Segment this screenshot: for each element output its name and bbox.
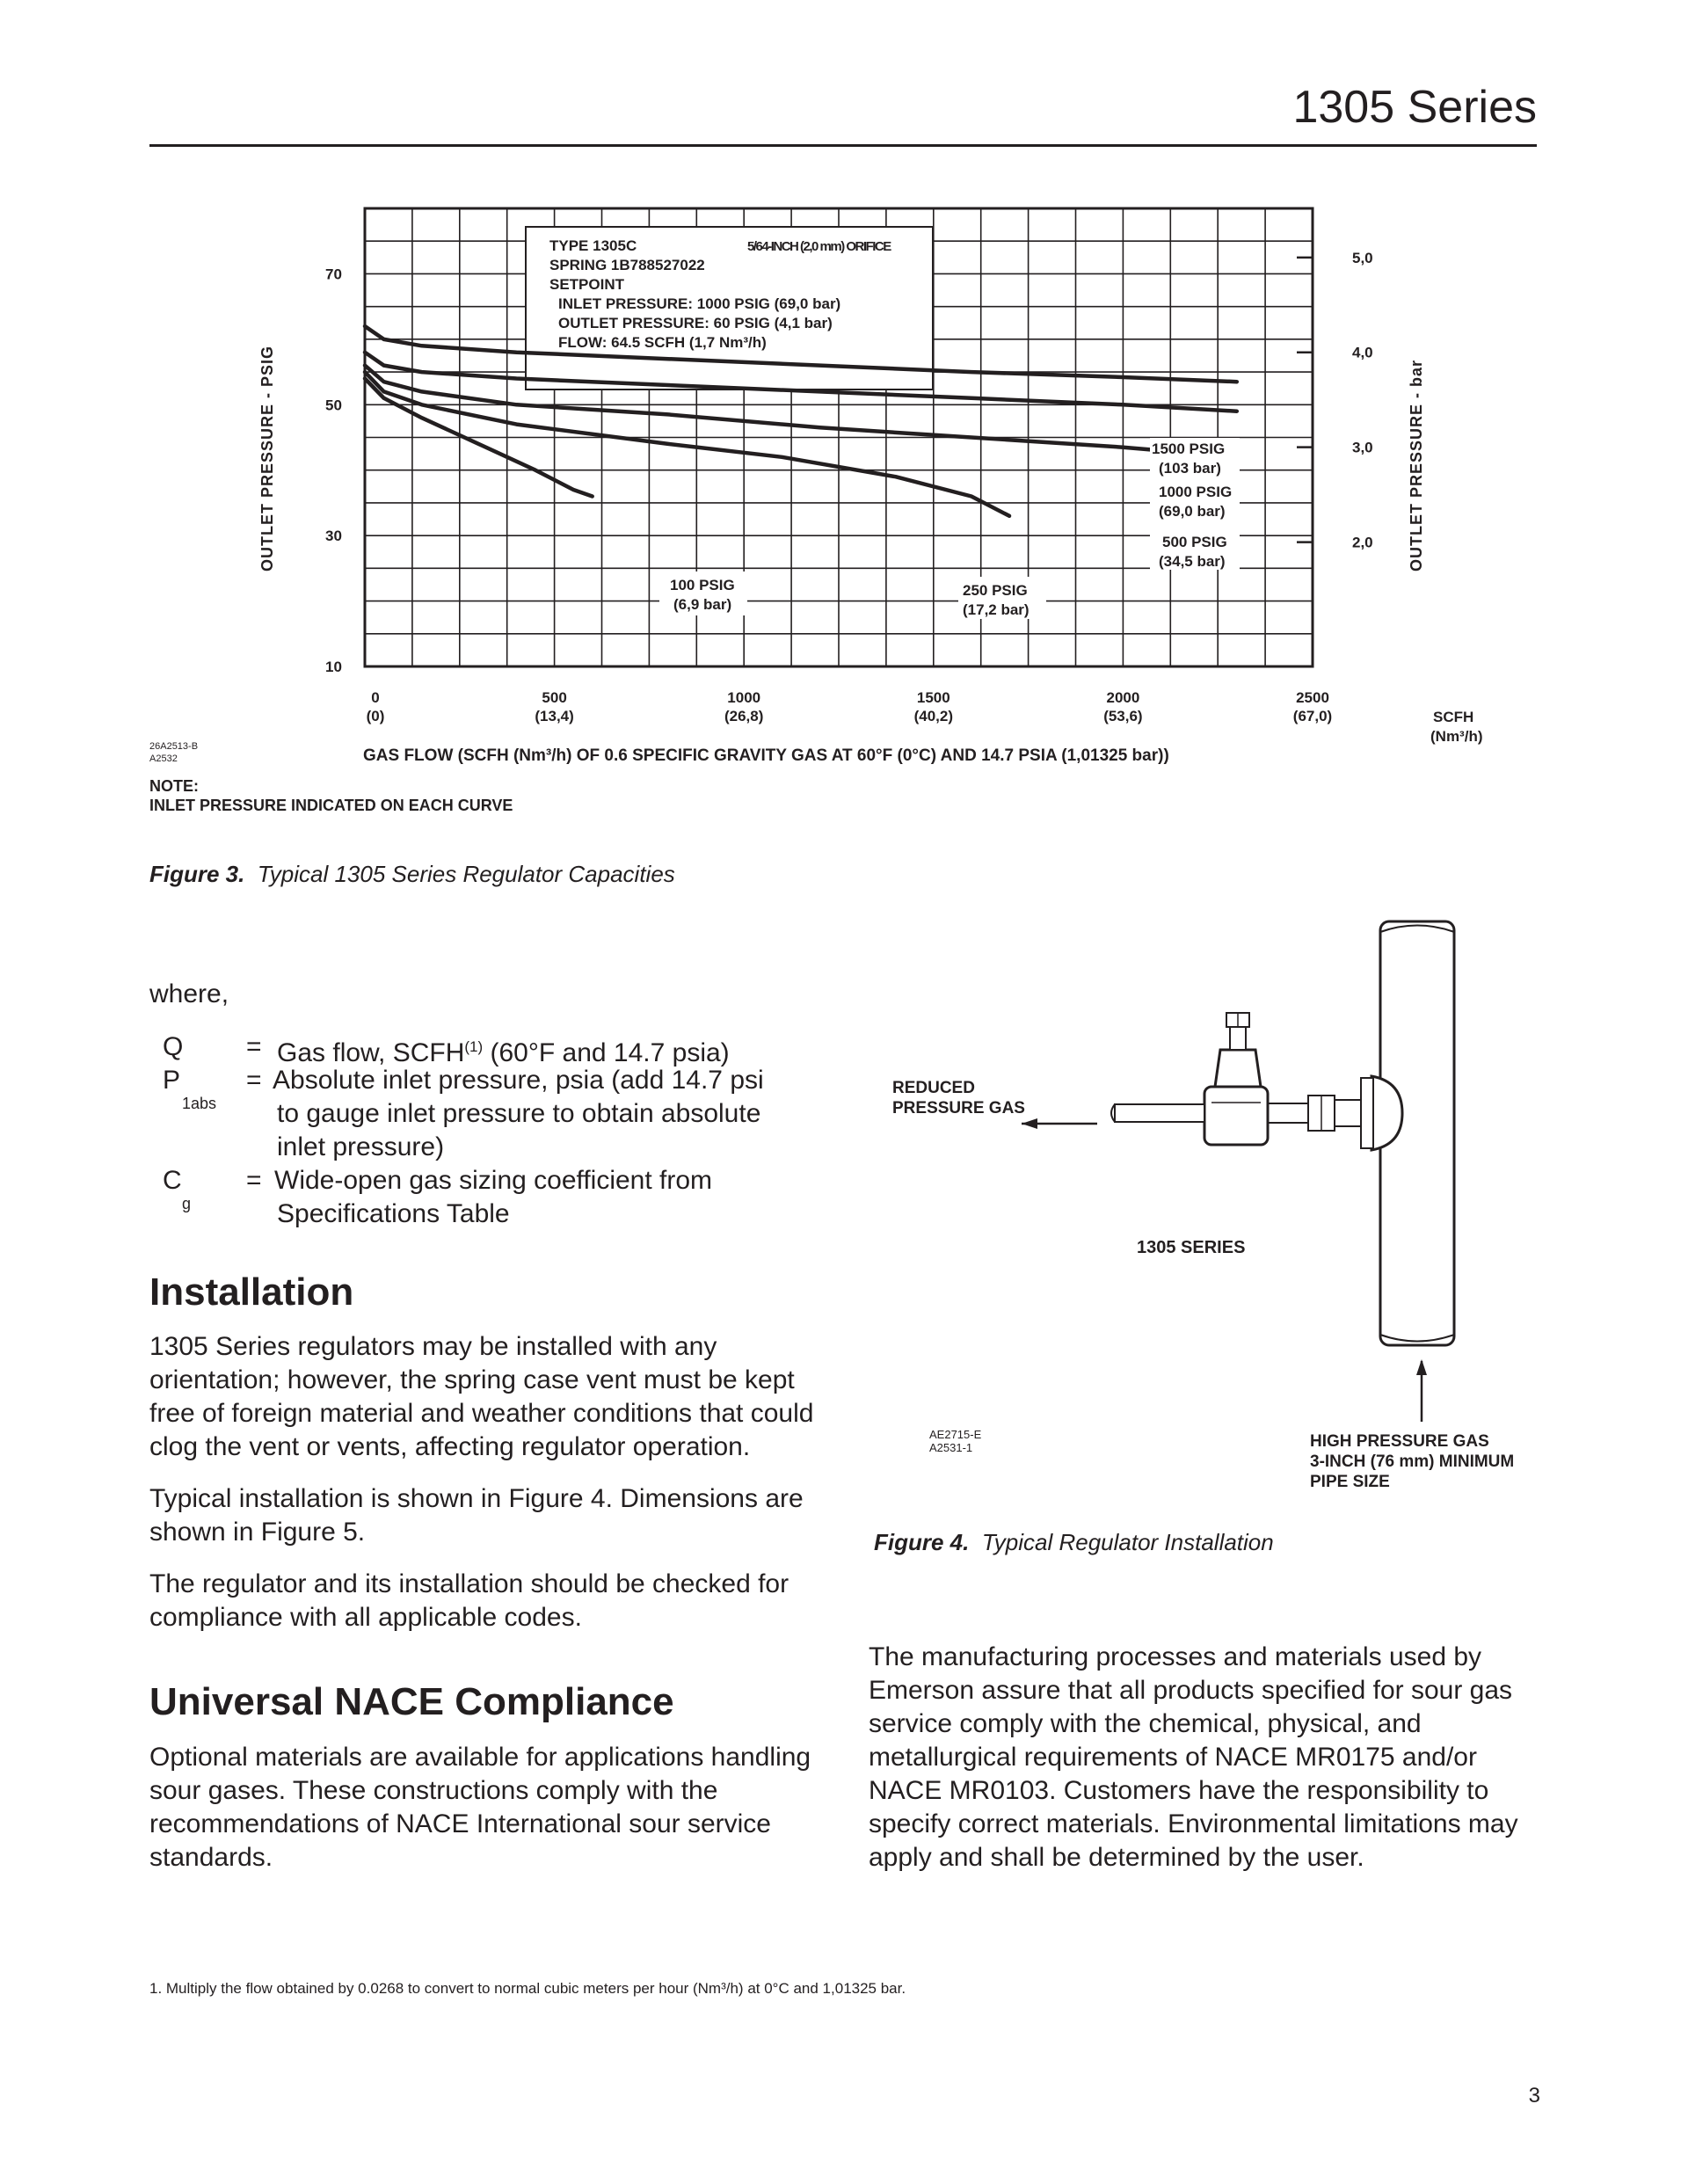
label-69b-bar: (6,9 bar) xyxy=(673,596,732,613)
y-tick-label: 10 xyxy=(325,659,342,675)
orifice-label: 5/64-INCH (2,0 mm) ORIFICE xyxy=(747,239,891,254)
installation-paragraph-1: 1305 Series regulators may be installed with any orientation; however, the spring case vent must be kept free of foreign material and weather conditions that could clog the vent or vents, affecting regulator operation. xyxy=(149,1332,814,1461)
installation-paragraph-3: The regulator and its installation should be checked for compliance with all applicable codes. xyxy=(149,1569,789,1632)
x-tick-label: 500 xyxy=(542,689,567,706)
right-axis-ticks xyxy=(1297,258,1313,542)
high-pressure-label-3: PIPE SIZE xyxy=(1310,1473,1390,1491)
y-tick-label: 30 xyxy=(325,528,342,545)
series-title: 1305 Series xyxy=(1292,82,1537,133)
drawing-id-1: 26A2513-B xyxy=(149,741,199,752)
figure4-caption-text: Typical Regulator Installation xyxy=(981,1529,1274,1555)
y-tick-label-right: 2,0 xyxy=(1352,534,1373,551)
note-title: NOTE: xyxy=(149,777,199,795)
high-pressure-label-1: HIGH PRESSURE GAS xyxy=(1310,1432,1489,1451)
y-tick-label: 50 xyxy=(325,397,342,414)
info-line-inlet: INLET PRESSURE: 1000 PSIG (69,0 bar) xyxy=(558,295,841,312)
reduced-flow-arrowhead xyxy=(1022,1118,1037,1129)
definition-q: Gas flow, SCFH$^{(1)}$ (60°F and 14.7 psia) xyxy=(277,1038,730,1067)
regulator-body xyxy=(1204,1087,1268,1145)
x-tick-label: 1500 xyxy=(916,689,950,706)
high-pressure-arrowhead xyxy=(1416,1359,1427,1375)
drawing-id-2: A2532 xyxy=(149,753,178,764)
x-tick-label: 1000 xyxy=(727,689,761,706)
definition-c-line1: Wide-open gas sizing coefficient from xyxy=(274,1166,713,1195)
nace-paragraph-left: Optional materials are available for applications handling sour gases. These constructions comply with the recommendations of NACE International sour service standards. xyxy=(149,1743,811,1872)
definition-p-line3: inlet pressure) xyxy=(277,1132,445,1161)
x-tick-sublabel: (40,2) xyxy=(913,708,954,724)
label-250-psig: 250 PSIG xyxy=(963,582,1028,599)
fig4-drawing-id-1: AE2715-E xyxy=(929,1428,982,1441)
where-text: where, xyxy=(149,979,229,1008)
equals-q: = xyxy=(246,1032,262,1061)
outlet-pipe xyxy=(1115,1104,1204,1122)
label-345-bar: (34,5 bar) xyxy=(1159,553,1226,570)
x-tick-label: 2000 xyxy=(1106,689,1140,706)
info-line-outlet: OUTLET PRESSURE: 60 PSIG (4,1 bar) xyxy=(558,315,833,331)
x-unit-scfh: SCFH xyxy=(1433,709,1474,725)
definition-p-line1: Absolute inlet pressure, psia (add 14.7 psi xyxy=(273,1066,764,1095)
high-pressure-label-2: 3-INCH (76 mm) MINIMUM xyxy=(1310,1452,1515,1471)
figure4-caption-number: Figure 4. xyxy=(874,1529,970,1555)
reduced-label-2: PRESSURE GAS xyxy=(892,1099,1025,1117)
figure3-caption-text: Typical 1305 Series Regulator Capacities xyxy=(257,861,675,887)
y-tick-label: 70 xyxy=(325,266,342,283)
symbol-c-sub: g xyxy=(182,1195,192,1212)
y-tick-label-right: 4,0 xyxy=(1352,344,1373,361)
definition-p-line2: to gauge inlet pressure to obtain absolute xyxy=(277,1099,761,1128)
symbol-q: Q xyxy=(163,1032,184,1061)
x-tick-sublabel: (67,0) xyxy=(1292,708,1333,724)
nace-heading: Universal NACE Compliance xyxy=(149,1680,674,1723)
info-line-spring: SPRING 1B788527022 xyxy=(549,257,705,273)
label-69-bar: (69,0 bar) xyxy=(1159,503,1226,520)
x-tick-sublabel: (13,4) xyxy=(535,708,574,724)
definition-c-line2: Specifications Table xyxy=(277,1199,510,1228)
label-172-bar: (17,2 bar) xyxy=(963,601,1030,618)
fig4-drawing-id-2: A2531-1 xyxy=(929,1441,973,1454)
info-line-type: TYPE 1305C xyxy=(549,237,637,254)
symbol-c: C xyxy=(163,1166,182,1195)
x-tick-sublabel: (0) xyxy=(366,708,385,724)
footnote: 1. Multiply the flow obtained by 0.0268 to convert to normal cubic meters per hour (Nm³/h) at 0°C and 1,01325 bar. xyxy=(149,1980,906,1997)
curve-250-psig xyxy=(365,372,1009,516)
y-axis-title-right: OUTLET PRESSURE - bar xyxy=(1408,359,1425,571)
info-line-setpoint: SETPOINT xyxy=(549,276,625,293)
page-number: 3 xyxy=(1528,2084,1540,2108)
installation-paragraph-2: Typical installation is shown in Figure 4. Dimensions are shown in Figure 5. xyxy=(149,1484,804,1547)
label-1000-psig: 1000 PSIG xyxy=(1159,484,1233,500)
reduced-label-1: REDUCED xyxy=(892,1079,975,1097)
equals-c: = xyxy=(246,1166,262,1195)
label-500-psig: 500 PSIG xyxy=(1162,534,1227,550)
label-103-bar: (103 bar) xyxy=(1159,460,1221,477)
equals-p: = xyxy=(246,1066,262,1095)
x-tick-label: 0 xyxy=(371,689,380,706)
y-tick-label-right: 3,0 xyxy=(1352,439,1373,456)
figure3-caption xyxy=(149,860,675,888)
label-100-psig: 100 PSIG xyxy=(670,577,735,593)
series-label: 1305 SERIES xyxy=(1137,1238,1246,1257)
x-tick-sublabel: (26,8) xyxy=(724,708,764,724)
symbol-p: P xyxy=(163,1066,181,1095)
spring-case xyxy=(1215,1050,1261,1087)
figure3-chart xyxy=(0,0,1688,879)
y-axis-title: OUTLET PRESSURE - PSIG xyxy=(258,345,276,571)
x-tick-sublabel: (53,6) xyxy=(1103,708,1143,724)
note-text: INLET PRESSURE INDICATED ON EACH CURVE xyxy=(149,797,513,814)
x-unit-nm3h: (Nm³/h) xyxy=(1430,728,1483,745)
figure4-caption xyxy=(874,1528,1274,1556)
installation-heading: Installation xyxy=(149,1270,354,1314)
x-axis-title: GAS FLOW (SCFH (Nm³/h) OF 0.6 SPECIFIC GRAVITY GAS AT 60°F (0°C) AND 14.7 PSIA (1,01325 bar)) xyxy=(363,746,1169,765)
label-1500-psig: 1500 PSIG xyxy=(1152,440,1226,457)
x-tick-label: 2500 xyxy=(1296,689,1329,706)
nace-paragraph-right: The manufacturing processes and materials used by Emerson assure that all products specified for sour gas service comply with the chemical, physical, and metallurgical requirements of NACE MR0175 and/or NACE MR0103. Customers have the responsibility to specify correct materials. Environmental limitations may apply and shall be determined by the user. xyxy=(869,1642,1518,1872)
symbol-p-sub: 1abs xyxy=(182,1095,217,1112)
info-line-flow: FLOW: 64.5 SCFH (1,7 Nm³/h) xyxy=(558,334,767,351)
figure4-drawing xyxy=(0,914,1688,1547)
y-tick-label-right: 5,0 xyxy=(1352,249,1373,266)
figure3-caption-number: Figure 3. xyxy=(149,861,245,887)
